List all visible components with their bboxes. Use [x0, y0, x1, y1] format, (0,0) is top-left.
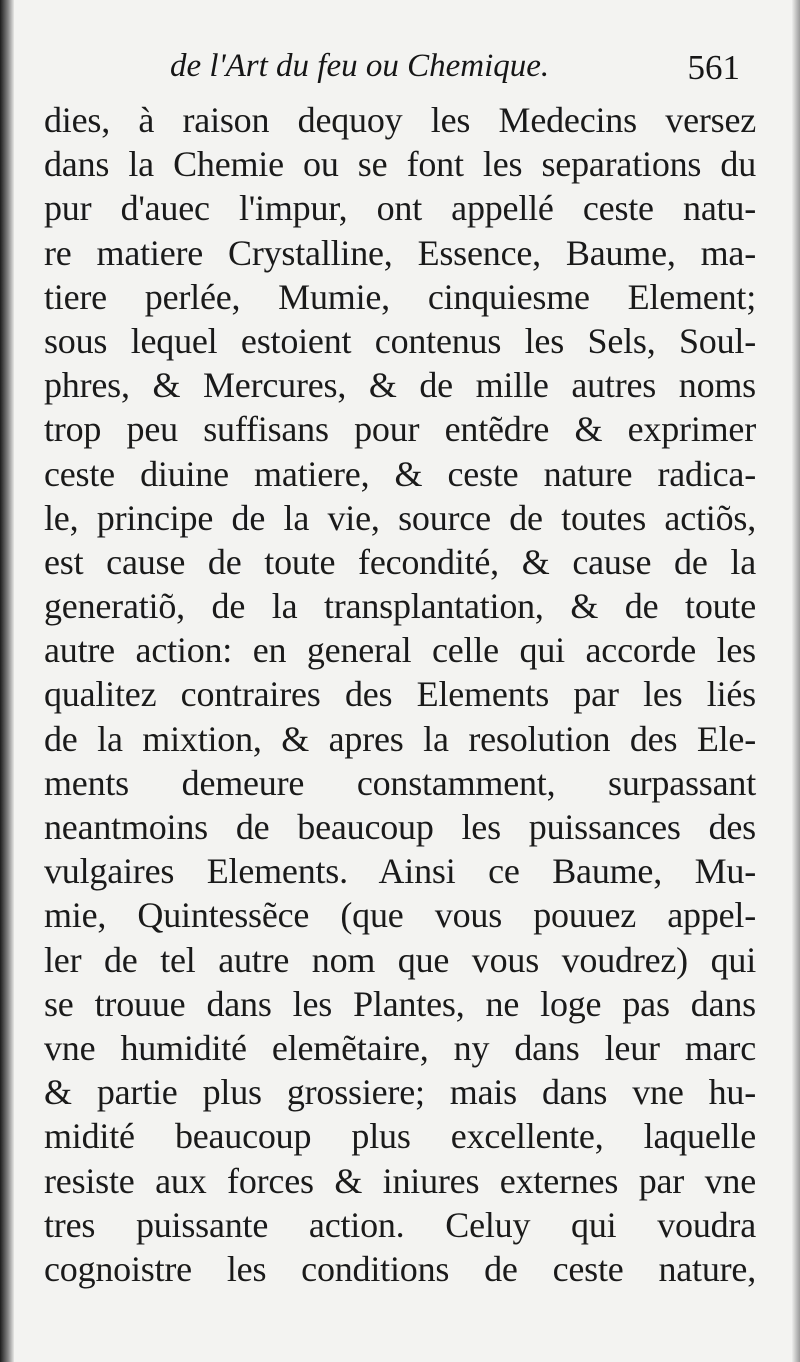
text-line: tres puissante action. Celuy qui voudra	[44, 1204, 756, 1245]
page-gutter-shadow	[0, 0, 14, 1362]
page-number: 561	[687, 48, 740, 87]
text-line: le, principe de la vie, source de toutes actiõs,	[44, 497, 756, 538]
text-line: generatiõ, de la transplantation, & de toute	[44, 586, 756, 627]
text-body	[44, 98, 756, 1291]
text-line: ments demeure constamment, surpassant	[44, 762, 756, 803]
page-edge-shadow	[792, 0, 800, 1362]
text-line: tiere perlée, Mumie, cinquiesme Element;	[44, 276, 756, 317]
text-line: neantmoins de beaucoup les puissances des	[44, 807, 756, 847]
page-header	[40, 44, 740, 92]
text-line: autre action: en general celle qui accorde les	[44, 630, 756, 671]
text-line: trop peu suffisans pour entẽdre & exprimer	[44, 409, 756, 450]
text-line: de la mixtion, & apres la resolution des Ele-	[44, 718, 756, 759]
text-line: est cause de toute fecondité, & cause de la	[44, 541, 756, 582]
text-line: sous lequel estoient contenus les Sels, Soul-	[44, 320, 756, 361]
text-line: ceste diuine matiere, & ceste nature radica-	[44, 453, 756, 494]
text-line: ler de tel autre nom que vous voudrez) qui	[44, 939, 756, 980]
text-line: vulgaires Elements. Ainsi ce Baume, Mu-	[44, 851, 756, 892]
text-line: re matiere Crystalline, Essence, Baume, ma-	[44, 232, 756, 273]
text-line: mie, Quintessẽce (que vous pouuez appel-	[44, 895, 756, 936]
text-line: cognoistre les conditions de ceste nature,	[44, 1248, 756, 1289]
text-line: se trouue dans les Plantes, ne loge pas dans	[44, 983, 756, 1024]
running-head: de l'Art du feu ou Chemique.	[170, 48, 550, 84]
text-line: pur d'auec l'impur, ont appellé ceste natu-	[44, 188, 756, 229]
text-line: & partie plus grossiere; mais dans vne hu-	[44, 1072, 756, 1113]
text-line: resiste aux forces & iniures externes par vne	[44, 1160, 756, 1201]
text-line: phres, & Mercures, & de mille autres noms	[44, 365, 756, 406]
text-line: vne humidité elemẽtaire, ny dans leur marc	[44, 1027, 756, 1068]
text-line: dans la Chemie ou se font les separations du	[44, 144, 756, 185]
text-line: midité beaucoup plus excellente, laquelle	[44, 1116, 756, 1157]
text-line: dies, à raison dequoy les Medecins versez	[44, 100, 756, 140]
text-line: qualitez contraires des Elements par les liés	[44, 674, 756, 715]
